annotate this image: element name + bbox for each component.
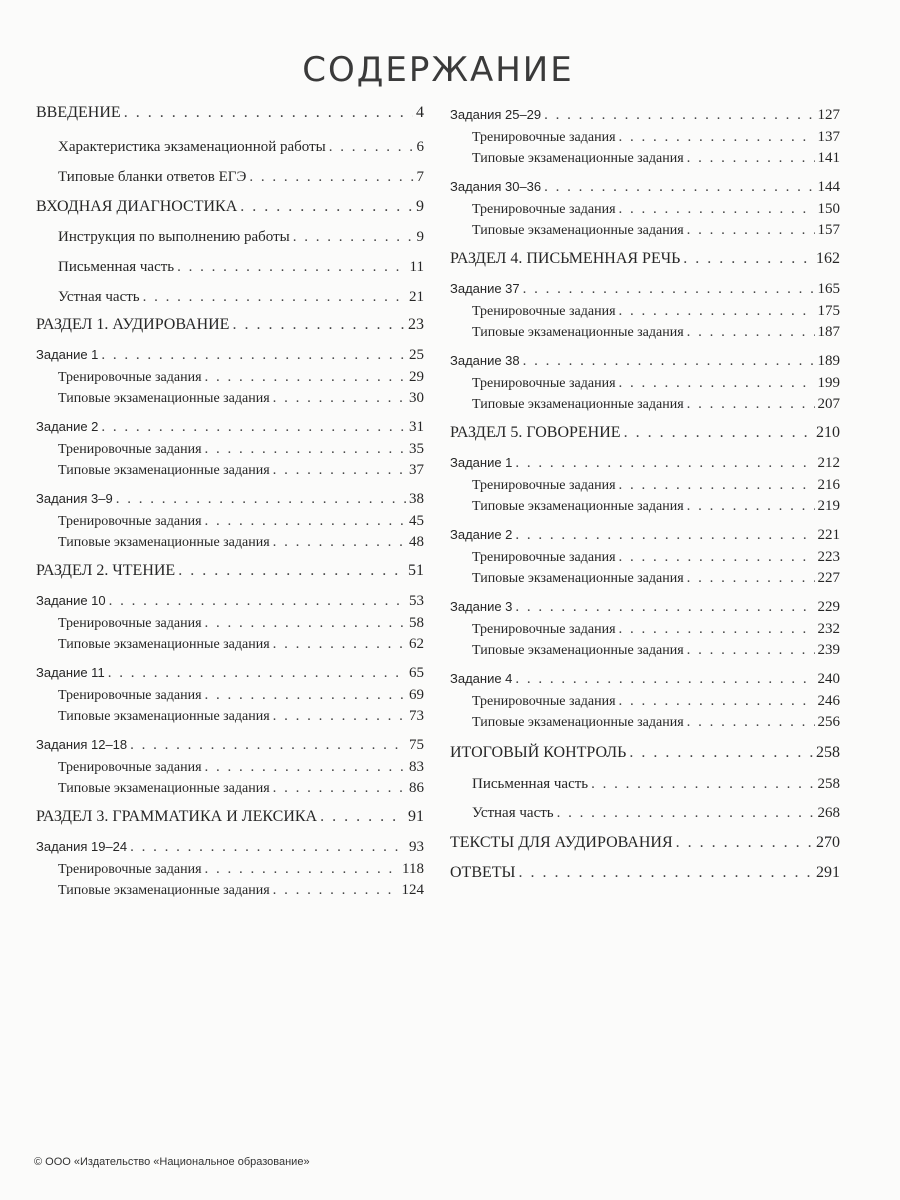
toc-entry-label: Типовые экзаменационные задания: [58, 463, 270, 478]
toc-entry-page: 144: [817, 179, 840, 195]
toc-entry[interactable]: [450, 149, 840, 168]
dot-leader: [619, 128, 815, 146]
toc-entry-page: 212: [817, 455, 840, 471]
dot-leader: [205, 860, 400, 878]
dot-leader: [687, 221, 815, 239]
dot-leader: [109, 592, 406, 610]
dot-leader: [273, 707, 406, 725]
toc-entry-label: Задание 1: [36, 347, 99, 362]
dot-leader: [687, 641, 815, 659]
toc-entry[interactable]: [36, 368, 424, 387]
dot-leader: [177, 258, 406, 276]
dot-leader: [273, 881, 399, 899]
toc-entry-page: 229: [817, 599, 840, 615]
toc-entry-page: 150: [817, 201, 840, 217]
dot-leader: [629, 744, 813, 762]
dot-leader: [205, 614, 406, 632]
dot-leader: [687, 149, 815, 167]
toc-entry-page: 9: [416, 198, 424, 215]
toc-entry-label: Задание 2: [450, 527, 513, 542]
toc-entry-label: Письменная часть: [472, 776, 589, 792]
toc-entry-page: 38: [409, 491, 424, 507]
toc-entry[interactable]: [450, 200, 840, 219]
toc-entry-section[interactable]: [450, 250, 840, 268]
toc-entry[interactable]: [450, 804, 840, 822]
dot-leader: [515, 598, 814, 616]
toc-entry-page: 223: [817, 549, 840, 565]
toc-entry-label: Тренировочные задания: [58, 862, 202, 877]
toc-entry-task[interactable]: [450, 454, 840, 472]
toc-entry-page: 199: [817, 375, 840, 391]
toc-entry-label: Задания 3–9: [36, 491, 113, 506]
toc-entry[interactable]: [36, 138, 424, 156]
dot-leader: [249, 168, 413, 186]
dot-leader: [101, 346, 406, 364]
toc-entry[interactable]: [450, 641, 840, 660]
toc-entry-label: Задание 37: [450, 281, 520, 296]
toc-entry-page: 256: [817, 714, 840, 730]
toc-entry-label: Тренировочные задания: [472, 694, 616, 709]
toc-entry-task[interactable]: [450, 280, 840, 298]
toc-entry-label: Тренировочные задания: [472, 622, 616, 637]
toc-entry-label: РАЗДЕЛ 1. АУДИРОВАНИЕ: [36, 316, 230, 333]
toc-entry-page: 53: [409, 593, 424, 609]
toc-entry-label: Типовые экзаменационные задания: [58, 781, 270, 796]
dot-leader: [523, 352, 815, 370]
toc-entry[interactable]: [36, 389, 424, 408]
dot-leader: [515, 454, 814, 472]
toc-entry-label: РАЗДЕЛ 3. ГРАММАТИКА И ЛЕКСИКА: [36, 808, 318, 825]
toc-entry[interactable]: [36, 860, 424, 879]
toc-entry[interactable]: [450, 221, 840, 240]
toc-entry-page: 165: [817, 281, 840, 297]
dot-leader: [273, 461, 406, 479]
dot-leader: [205, 368, 406, 386]
dot-leader: [273, 389, 406, 407]
toc-entry-section[interactable]: [450, 424, 840, 442]
toc-entry[interactable]: [36, 614, 424, 633]
toc-entry-label: Типовые экзаменационные задания: [472, 397, 684, 412]
dot-leader: [591, 775, 814, 793]
toc-entry[interactable]: [36, 288, 424, 306]
toc-entry-page: 124: [401, 882, 424, 898]
toc-entry-page: 65: [409, 665, 424, 681]
dot-leader: [515, 670, 814, 688]
dot-leader: [205, 758, 406, 776]
dot-leader: [273, 533, 406, 551]
toc-entry-task[interactable]: [36, 418, 424, 436]
toc-entry-page: 239: [817, 642, 840, 658]
toc-entry[interactable]: [36, 258, 424, 276]
toc-entry[interactable]: [36, 758, 424, 777]
toc-entry-label: Тренировочные задания: [472, 304, 616, 319]
toc-entry[interactable]: [450, 569, 840, 588]
toc-entry-task[interactable]: [450, 670, 840, 688]
toc-entry-label: Тренировочные задания: [472, 202, 616, 217]
toc-entry-page: 187: [817, 324, 840, 340]
toc-entry-label: Типовые бланки ответов ЕГЭ: [58, 169, 247, 185]
dot-leader: [240, 198, 413, 216]
toc-entry-label: Задание 10: [36, 593, 106, 608]
toc-entry-label: Задание 11: [36, 665, 105, 680]
toc-entry-page: 258: [816, 744, 840, 761]
dot-leader: [619, 548, 815, 566]
toc-entry-page: 175: [817, 303, 840, 319]
dot-leader: [329, 138, 414, 156]
toc-entry-label: Тренировочные задания: [58, 688, 202, 703]
toc-entry-task[interactable]: [450, 106, 840, 124]
toc-entry[interactable]: [36, 168, 424, 186]
toc-entry-page: 35: [409, 441, 424, 457]
toc-entry-page: 127: [817, 107, 840, 123]
toc-entry-section[interactable]: [36, 316, 424, 334]
dot-leader: [544, 106, 814, 124]
toc-entry-label: Задание 38: [450, 353, 520, 368]
toc-entry[interactable]: [450, 775, 840, 793]
toc-entry-page: 9: [416, 229, 424, 245]
toc-entry-task[interactable]: [36, 592, 424, 610]
dot-leader: [619, 620, 815, 638]
toc-entry-page: 291: [816, 864, 840, 881]
toc-entry-page: 58: [409, 615, 424, 631]
toc-entry-label: Устная часть: [58, 289, 140, 305]
toc-entry-section[interactable]: [36, 808, 424, 826]
dot-leader: [624, 424, 813, 442]
toc-entry-page: 75: [409, 737, 424, 753]
toc-entry-page: 210: [816, 424, 840, 441]
toc-entry-label: Типовые экзаменационные задания: [472, 499, 684, 514]
toc-entry-page: 31: [409, 419, 424, 435]
toc-entry-label: Типовые экзаменационные задания: [472, 571, 684, 586]
dot-leader: [687, 713, 815, 731]
toc-entry-label: Типовые экзаменационные задания: [58, 637, 270, 652]
dot-leader: [232, 316, 405, 334]
toc-entry-task[interactable]: [450, 526, 840, 544]
toc-entry[interactable]: [450, 302, 840, 321]
toc-entry-task[interactable]: [450, 598, 840, 616]
toc-entry-page: 29: [409, 369, 424, 385]
toc-entry-page: 91: [408, 808, 424, 825]
toc-entry-label: ИТОГОВЫЙ КОНТРОЛЬ: [450, 744, 627, 761]
toc-entry-label: Задание 1: [450, 455, 513, 470]
toc-entry-page: 162: [816, 250, 840, 267]
dot-leader: [130, 736, 406, 754]
toc-entry[interactable]: [450, 476, 840, 495]
toc-entry-label: Тренировочные задания: [472, 550, 616, 565]
toc-entry-section[interactable]: [450, 864, 840, 882]
toc-entry-page: 25: [409, 347, 424, 363]
dot-leader: [205, 440, 406, 458]
dot-leader: [687, 323, 815, 341]
dot-leader: [687, 569, 815, 587]
copyright-footer: © ООО «Издательство «Национальное образование»: [34, 1156, 310, 1168]
toc-entry-page: 246: [817, 693, 840, 709]
toc-entry-page: 118: [402, 861, 424, 877]
toc-entry[interactable]: [450, 128, 840, 147]
dot-leader: [687, 395, 815, 413]
toc-entry[interactable]: [36, 635, 424, 654]
toc-entry-task[interactable]: [450, 352, 840, 370]
page-title: СОДЕРЖАНИЕ: [302, 50, 574, 90]
toc-entry-label: Тренировочные задания: [472, 130, 616, 145]
dot-leader: [676, 834, 813, 852]
toc-entry-label: Типовые экзаменационные задания: [58, 535, 270, 550]
toc-entry-page: 62: [409, 636, 424, 652]
toc-entry-label: Характеристика экзаменационной работы: [58, 139, 326, 155]
toc-entry-page: 45: [409, 513, 424, 529]
toc-entry-page: 23: [408, 316, 424, 333]
toc-entry-page: 83: [409, 759, 424, 775]
toc-entry[interactable]: [450, 323, 840, 342]
dot-leader: [273, 779, 406, 797]
toc-entry-label: ТЕКСТЫ ДЛЯ АУДИРОВАНИЯ: [450, 834, 673, 851]
toc-entry-section[interactable]: [36, 198, 424, 216]
toc-entry-page: 270: [816, 834, 840, 851]
dot-leader: [101, 418, 406, 436]
toc-entry-label: Типовые экзаменационные задания: [472, 325, 684, 340]
toc-entry-task[interactable]: [36, 838, 424, 856]
toc-entry-label: ВВЕДЕНИЕ: [36, 104, 121, 121]
toc-entry-task[interactable]: [36, 736, 424, 754]
toc-entry-section[interactable]: [450, 744, 840, 762]
dot-leader: [619, 692, 815, 710]
toc-entry[interactable]: [450, 713, 840, 732]
dot-leader: [320, 808, 405, 826]
toc-entry-page: 6: [416, 139, 424, 155]
toc-entry-label: Типовые экзаменационные задания: [472, 643, 684, 658]
toc-entry-label: Тренировочные задания: [58, 760, 202, 775]
toc-entry-label: РАЗДЕЛ 2. ЧТЕНИЕ: [36, 562, 176, 579]
toc-entry-label: Тренировочные задания: [58, 370, 202, 385]
dot-leader: [130, 838, 406, 856]
toc-entry-page: 227: [817, 570, 840, 586]
toc-entry[interactable]: [36, 707, 424, 726]
toc-entry[interactable]: [450, 692, 840, 711]
toc-entry-label: Тренировочные задания: [58, 514, 202, 529]
toc-entry-section[interactable]: [450, 834, 840, 852]
toc-entry-task[interactable]: [450, 178, 840, 196]
toc-entry-label: Типовые экзаменационные задания: [58, 709, 270, 724]
toc-entry-page: 219: [817, 498, 840, 514]
dot-leader: [178, 562, 405, 580]
toc-entry-label: РАЗДЕЛ 5. ГОВОРЕНИЕ: [450, 424, 621, 441]
dot-leader: [619, 200, 815, 218]
toc-entry-page: 51: [408, 562, 424, 579]
toc-entry-page: 258: [817, 776, 840, 792]
toc-entry-page: 137: [817, 129, 840, 145]
toc-entry-page: 48: [409, 534, 424, 550]
dot-leader: [519, 864, 814, 882]
toc-entry-task[interactable]: [36, 664, 424, 682]
dot-leader: [205, 512, 406, 530]
toc-entry-task[interactable]: [36, 346, 424, 364]
toc-entry-page: 232: [817, 621, 840, 637]
toc-entry[interactable]: [36, 533, 424, 552]
dot-leader: [205, 686, 406, 704]
toc-entry-label: Тренировочные задания: [58, 442, 202, 457]
toc-entry-page: 11: [409, 259, 424, 275]
toc-entry[interactable]: [450, 395, 840, 414]
toc-entry-page: 69: [409, 687, 424, 703]
toc-entry-page: 189: [817, 353, 840, 369]
toc-entry-label: Типовые экзаменационные задания: [472, 715, 684, 730]
toc-entry-label: РАЗДЕЛ 4. ПИСЬМЕННАЯ РЕЧЬ: [450, 250, 681, 267]
dot-leader: [544, 178, 814, 196]
toc-entry-label: Типовые экзаменационные задания: [58, 883, 270, 898]
toc-entry-label: Тренировочные задания: [472, 376, 616, 391]
toc-entry[interactable]: [36, 779, 424, 798]
toc-entry-page: 37: [409, 462, 424, 478]
toc-entry-page: 86: [409, 780, 424, 796]
toc-entry[interactable]: [36, 461, 424, 480]
toc-entry[interactable]: [450, 548, 840, 567]
toc-entry[interactable]: [36, 881, 424, 900]
dot-leader: [293, 228, 414, 246]
toc-entry-label: Задание 2: [36, 419, 99, 434]
dot-leader: [619, 302, 815, 320]
toc-entry-page: 4: [416, 104, 424, 121]
toc-entry[interactable]: [450, 374, 840, 393]
toc-entry-page: 268: [817, 805, 840, 821]
toc-entry-label: Тренировочные задания: [58, 616, 202, 631]
toc-entry[interactable]: [450, 497, 840, 516]
dot-leader: [619, 476, 815, 494]
toc-entry-label: ОТВЕТЫ: [450, 864, 516, 881]
toc-entry-page: 30: [409, 390, 424, 406]
toc-entry-task[interactable]: [36, 490, 424, 508]
toc-entry-label: Задания 19–24: [36, 839, 128, 854]
toc-entry-page: 157: [817, 222, 840, 238]
toc-entry-page: 221: [817, 527, 840, 543]
dot-leader: [143, 288, 406, 306]
toc-entry-page: 73: [409, 708, 424, 724]
dot-leader: [683, 250, 813, 268]
toc-entry-label: Задание 3: [450, 599, 513, 614]
toc-entry-page: 141: [817, 150, 840, 166]
toc-entry-page: 21: [409, 289, 424, 305]
toc-entry-label: ВХОДНАЯ ДИАГНОСТИКА: [36, 198, 238, 215]
toc-entry-page: 207: [817, 396, 840, 412]
toc-entry[interactable]: [450, 620, 840, 639]
toc-entry-label: Устная часть: [472, 805, 554, 821]
dot-leader: [108, 664, 406, 682]
toc-entry-label: Задания 30–36: [450, 179, 542, 194]
toc-entry-label: Типовые экзаменационные задания: [58, 391, 270, 406]
toc-entry-label: Тренировочные задания: [472, 478, 616, 493]
toc-entry-label: Типовые экзаменационные задания: [472, 223, 684, 238]
toc-entry-label: Задание 4: [450, 671, 513, 686]
toc-entry[interactable]: [36, 686, 424, 705]
toc-entry-page: 93: [409, 839, 424, 855]
toc-entry-page: 216: [817, 477, 840, 493]
dot-leader: [619, 374, 815, 392]
dot-leader: [515, 526, 814, 544]
toc-entry-label: Типовые экзаменационные задания: [472, 151, 684, 166]
toc-entry-label: Письменная часть: [58, 259, 175, 275]
toc-entry-label: Задания 12–18: [36, 737, 128, 752]
dot-leader: [273, 635, 406, 653]
dot-leader: [687, 497, 815, 515]
dot-leader: [523, 280, 815, 298]
toc-entry-page: 7: [416, 169, 424, 185]
toc-entry-label: Инструкция по выполнению работы: [58, 229, 290, 245]
dot-leader: [124, 104, 413, 122]
toc-entry-label: Задания 25–29: [450, 107, 542, 122]
toc-entry-page: 240: [817, 671, 840, 687]
toc-entry[interactable]: [36, 512, 424, 531]
toc-entry-section[interactable]: [36, 104, 424, 122]
toc-entry[interactable]: [36, 440, 424, 459]
dot-leader: [116, 490, 406, 508]
toc-entry[interactable]: [36, 228, 424, 246]
dot-leader: [557, 804, 815, 822]
toc-entry-section[interactable]: [36, 562, 424, 580]
